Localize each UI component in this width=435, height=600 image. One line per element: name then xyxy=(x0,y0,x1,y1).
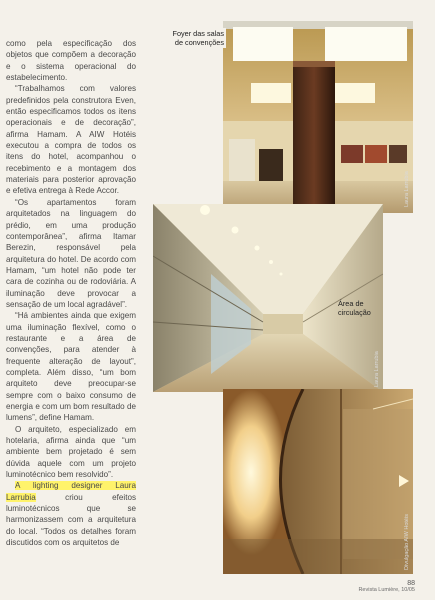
magazine-reference: Revista Lumière, 10/05 xyxy=(358,587,415,593)
article-paragraph: O arquiteto, especializado em hotelaria, afirma ainda que “um ambiente bem projetado é sem dúvida aquele com um projeto luminotécnico bem resolvido”. xyxy=(6,424,136,480)
credit-hallway: Divulgação AIW Hotéis xyxy=(404,514,410,570)
article-paragraph-highlighted xyxy=(6,480,136,548)
page-number: 88 xyxy=(407,580,415,587)
article-text-column xyxy=(6,38,136,548)
photo-hallway xyxy=(223,389,413,574)
photo-foyer xyxy=(223,21,413,213)
caption-foyer: Foyer das salas de convenções xyxy=(170,28,226,48)
article-paragraph: “Trabalhamos com valores predefinidos pela construtora Even, então especificamos todos os itens operacionais e de decoração”, afirma Hamam. A AIW Hotéis executou a compra de todos os itens do hotel, acompanhou o recebimento e a montagem dos materiais para posterior aprovação e efetiva entrega à Rede Accor. xyxy=(6,84,136,196)
credit-foyer: Laura Larrubia xyxy=(404,171,410,207)
page-footer xyxy=(358,580,415,594)
photo-foyer-illustration xyxy=(223,21,413,213)
article-paragraph: como pela especificação dos objetos que compõem a decoração e o sistema operacional do estabelecimento. xyxy=(6,39,136,83)
photo-hallway-illustration xyxy=(223,389,413,574)
caption-corridor: Área de circulação xyxy=(338,299,371,317)
article-paragraph: “Os apartamentos foram arquitetados na linguagem do prédio, em uma produção contemporânea”, afirma Itamar Berezin, responsável pela arquitetura do hotel. De acordo com Hamam, “um hotel não pode ter cara de cozinha ou de rodoviária. A iluminação deve provocar a sensação de um local agradável”. xyxy=(6,197,136,309)
highlighted-text: A lighting designer Laura Larrubia xyxy=(6,481,136,502)
credit-corridor: Laura Larrubia xyxy=(374,351,380,387)
article-paragraph-rest: criou efeitos luminotécnicos que se harmonizassem com a arquitetura do local. “Todos os detalhes foram discutidos com os arquitetos de xyxy=(6,492,136,548)
article-paragraph: “Há ambientes ainda que exigem uma iluminação flexível, como o restaurante e a área de convenções, para atender à frequente alteração de layout”, completa. Além disso, “um bom arquiteto deve preocupar-se sempre com o baixo consumo de energia e com um bom resultado de lumens”, define Hamam. xyxy=(6,311,136,423)
